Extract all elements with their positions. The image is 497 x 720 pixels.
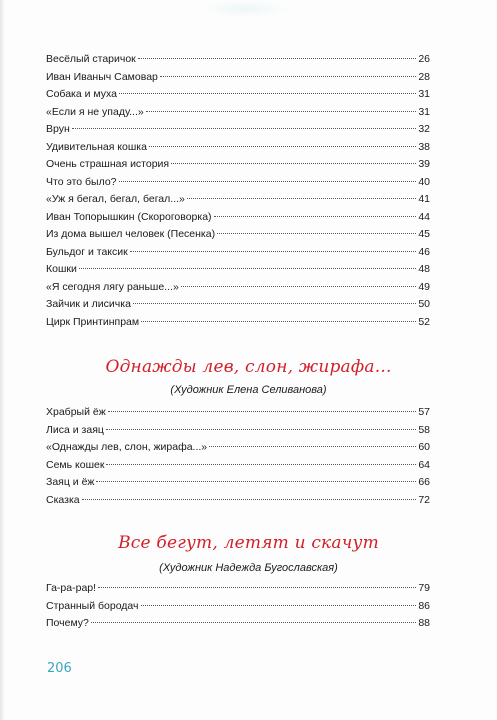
toc-entry-title: Врун [46,123,70,135]
toc-entry-page: 52 [418,315,430,328]
toc-entry-page: 60 [418,441,430,453]
toc-entry-page: 49 [418,280,430,293]
toc-entry-page: 28 [418,70,430,83]
toc-entry-title: Бульдог и таксик [46,245,128,258]
dot-leader [98,587,416,588]
dot-leader [119,181,416,182]
toc-entry-page: 64 [418,458,430,471]
dot-leader [119,93,416,94]
toc-entry-title: Собака и муха [46,88,117,100]
toc-entry [46,422,430,440]
toc-entry-page: 31 [418,88,430,100]
toc-entry-title: Почему? [46,617,89,629]
toc-entry-title: Иван Топорышкин (Скороговорка) [46,210,212,223]
toc-entry-page: 58 [418,423,430,436]
toc-entry [46,226,430,244]
toc-entry-title: Сказка [46,493,80,506]
toc-entry [46,139,430,157]
toc-entry [46,598,430,616]
print-smudge [200,0,290,18]
dot-leader [171,163,416,164]
toc-entry-title: Цирк Принтинпрам [46,315,140,328]
dot-leader [146,111,416,112]
dot-leader [141,605,416,606]
toc-entry [46,404,430,422]
toc-entry-title: Семь кошек [46,458,105,471]
toc-entry-page: 26 [418,53,430,65]
toc-entry-title: Иван Иваныч Самовар [46,70,158,83]
toc-entry [46,121,430,139]
toc-entry-page: 31 [418,105,430,118]
dot-leader [181,286,416,287]
toc-list-part3 [46,580,430,633]
dot-leader [217,233,416,234]
toc-entry-page: 50 [418,298,430,310]
section-title: Все бегут, летят и скачут [118,533,379,553]
toc-entry-page: 38 [418,140,430,153]
toc-entry [46,191,430,209]
toc-entry-title: Зайчик и лисичка [46,298,131,310]
toc-entry-title: Удивительная кошка [46,140,147,153]
toc-entry-page: 86 [418,599,430,612]
toc-entry-page: 88 [418,617,430,629]
toc-entry-page: 45 [418,228,430,240]
toc-entry-title: «Уж я бегал, бегал, бегал...» [46,193,185,205]
toc-entry-title: Храбрый ёж [46,406,106,418]
dot-leader [141,321,416,322]
dot-leader [187,198,416,199]
toc-entry-page: 66 [418,476,430,488]
toc-entry-page: 32 [418,123,430,135]
toc-entry [46,261,430,279]
toc-entry [46,296,430,314]
section-title: Однажды лев, слон, жирафа... [105,357,392,377]
dot-leader [96,481,416,482]
toc-entry-title: Заяц и ёж [46,476,95,488]
toc-entry [46,174,430,192]
dot-leader [108,411,416,412]
toc-entry-page: 40 [418,175,430,188]
dot-leader [133,303,416,304]
toc-entry [46,457,430,475]
toc-entry-page: 39 [418,158,430,170]
illustrator-credit: (Художник Надежда Бугославская) [159,562,338,574]
toc-entry-page: 79 [418,582,430,594]
toc-list-part1 [46,51,430,331]
toc-entry [46,615,430,633]
toc-entry-page: 44 [418,210,430,223]
toc-entry [46,279,430,297]
illustrator-credit: (Художник Елена Селиванова) [170,384,327,396]
toc-entry [46,439,430,457]
toc-entry [46,156,430,174]
toc-entry [46,209,430,227]
dot-leader [160,76,416,77]
toc-entry [46,51,430,69]
toc-entry-page: 41 [418,193,430,205]
toc-entry [46,244,430,262]
dot-leader [72,128,416,129]
dot-leader [106,464,416,465]
toc-entry-title: Очень страшная история [46,158,170,170]
toc-entry [46,580,430,598]
toc-entry-title: «Если я не упаду...» [46,105,144,118]
toc-entry [46,474,430,492]
toc-entry-title: «Однажды лев, слон, жирафа...» [46,441,208,453]
toc-entry-title: Странный бородач [46,599,139,612]
dot-leader [79,268,416,269]
dot-leader [149,146,416,147]
toc-entry [46,86,430,104]
toc-entry-page: 57 [418,406,430,418]
dot-leader [138,58,416,59]
toc-entry [46,104,430,122]
dot-leader [209,446,416,447]
toc-entry-title: Кошки [46,263,77,275]
dot-leader [130,251,416,252]
toc-entry [46,314,430,332]
dot-leader [82,499,416,500]
dot-leader [91,622,416,623]
toc-entry-title: «Я сегодня лягу раньше...» [46,280,179,293]
toc-entry-title: Лиса и заяц [46,423,104,436]
page-number: 206 [47,661,72,676]
toc-entry-title: Что это было? [46,175,117,188]
toc-entry [46,69,430,87]
toc-entry-title: Из дома вышел человек (Песенка) [46,228,216,240]
toc-entry-page: 48 [418,263,430,275]
dot-leader [214,216,416,217]
toc-entry-page: 72 [418,493,430,506]
toc-entry-title: Весёлый старичок [46,53,136,65]
toc-entry-page: 46 [418,245,430,258]
toc-entry [46,492,430,510]
toc-list-part2 [46,404,430,509]
toc-entry-title: Га-ра-рар! [46,582,97,594]
dot-leader [106,429,416,430]
